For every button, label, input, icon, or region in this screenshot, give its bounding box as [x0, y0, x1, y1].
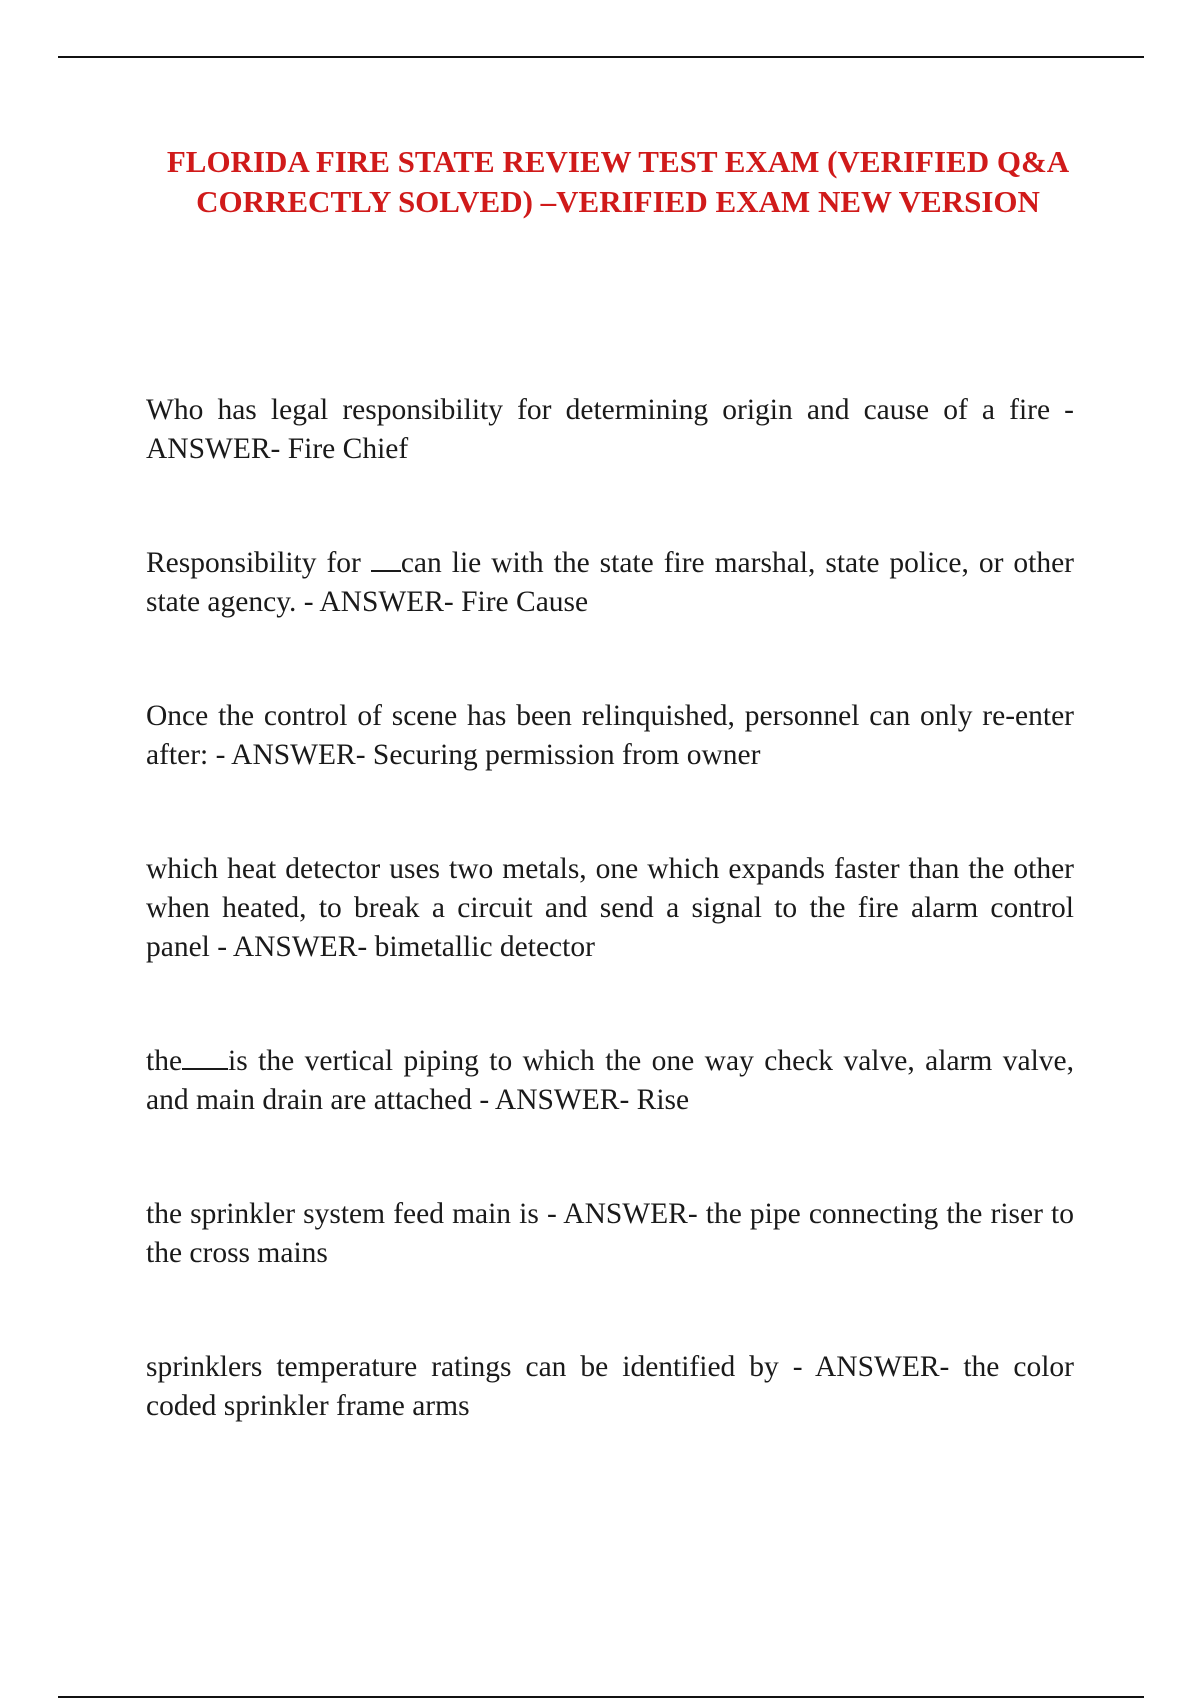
bottom-rule — [58, 1696, 1144, 1698]
document-title: FLORIDA FIRE STATE REVIEW TEST EXAM (VERIFIED Q&A CORRECTLY SOLVED) –VERIFIED EXAM NEW VERSION — [166, 144, 1070, 219]
qa-item-3: Once the control of scene has been relinquished, personnel can only re-enter after: - ANSWER- Securing permission from owner — [146, 700, 1074, 771]
fill-in-blank — [371, 548, 401, 572]
qa-item-2 — [146, 544, 1074, 622]
qa-item-2-question-start: Responsibility for — [146, 547, 371, 579]
qa-item-5-question-end: is the vertical piping to which the one way check valve, alarm valve, and main drain are attached - ANSWER- Rise — [146, 1045, 1074, 1116]
qa-item-5 — [146, 1042, 1074, 1120]
qa-item-4: which heat detector uses two metals, one which expands faster than the other when heated, to break a circuit and send a signal to the fire alarm control panel - ANSWER- bimetallic detector — [146, 853, 1074, 963]
qa-item-6: the sprinkler system feed main is - ANSWER- the pipe connecting the riser to the cross mains — [146, 1198, 1074, 1269]
top-rule — [58, 56, 1144, 58]
qa-item-7: sprinklers temperature ratings can be identified by - ANSWER- the color coded sprinkler frame arms — [146, 1351, 1074, 1422]
qa-item-5-question-start: the — [146, 1045, 183, 1077]
fill-in-blank — [182, 1046, 228, 1070]
qa-item-2-question-end: can lie with the state fire marshal, state police, or other state agency. - ANSWER- Fire Cause — [146, 547, 1074, 618]
qa-item-1: Who has legal responsibility for determining origin and cause of a fire - ANSWER- Fire Chief — [146, 394, 1074, 465]
